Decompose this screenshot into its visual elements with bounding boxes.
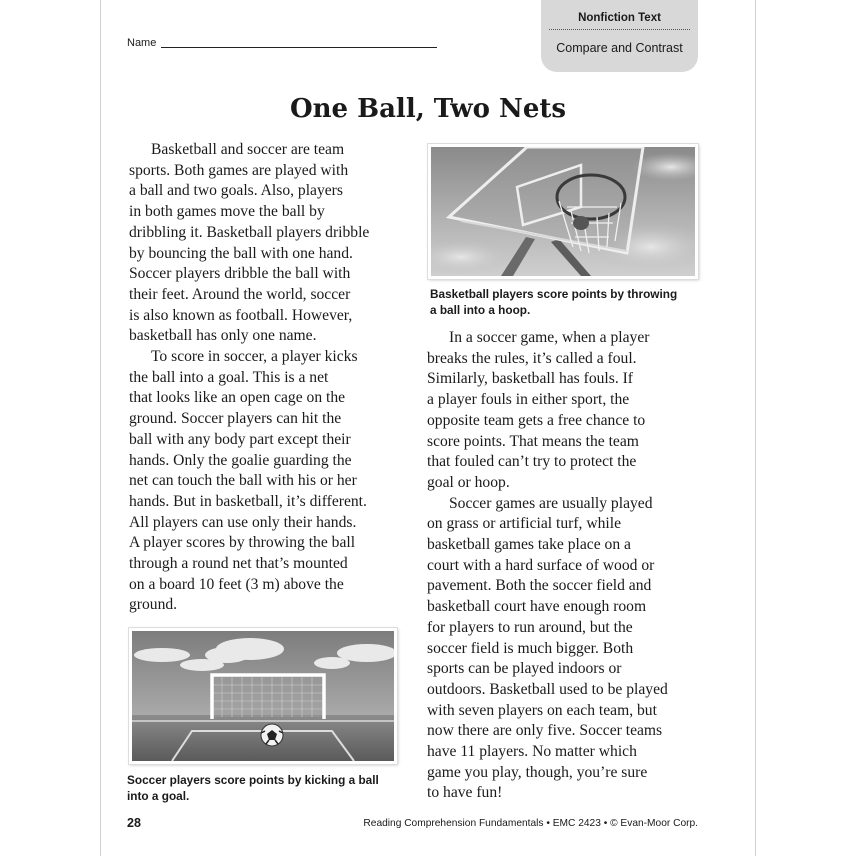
text-line: sports can be played indoors or (427, 660, 622, 678)
text-line: is also known as football. However, (129, 306, 353, 324)
text-line: on a board 10 feet (3 m) above the (129, 575, 344, 593)
text-line: soccer field is much bigger. Both (427, 639, 634, 657)
text-line: now there are only five. Soccer teams (427, 722, 663, 740)
right-text-column (427, 328, 702, 804)
text-line: pavement. Both the soccer field and (427, 577, 652, 595)
text-line: hands. Only the goalie guarding the (129, 451, 352, 469)
name-write-line[interactable] (161, 47, 437, 48)
text-line: a ball and two goals. Also, players (129, 182, 343, 200)
text-line: for players to run around, but the (427, 618, 633, 636)
tab-subtitle: Compare and Contrast (556, 41, 683, 55)
text-line: sports. Both games are played with (129, 161, 349, 179)
footer-credit: Reading Comprehension Fundamentals • EMC 2423 • © Evan-Moor Corp. (363, 818, 698, 829)
text-line: dribbling it. Basketball players dribble (129, 223, 370, 241)
text-line: Similarly, basketball has fouls. If (427, 370, 634, 388)
text-line: their feet. Around the world, soccer (129, 285, 351, 303)
text-line: Basketball and soccer are team (151, 141, 345, 158)
text-line: that looks like an open cage on the (129, 389, 346, 407)
text-line: in both games move the ball by (129, 203, 325, 221)
page-title: One Ball, Two Nets (289, 94, 567, 124)
text-line: ground. Soccer players can hit the (129, 410, 342, 428)
text-line: ball with any body part except their (129, 430, 351, 448)
section-tab (541, 0, 698, 72)
tab-title: Nonfiction Text (578, 12, 661, 24)
text-line: outdoors. Basketball used to be played (427, 680, 668, 698)
basketball-photo-caption (430, 287, 705, 318)
text-line: score points. That means the team (427, 432, 639, 450)
text-line: All players can use only their hands. (129, 513, 357, 531)
text-line: that fouled can’t try to protect the (427, 453, 637, 471)
caption-line: Soccer players score points by kicking a ball (127, 773, 379, 787)
text-line: to have fun! (427, 784, 503, 802)
text-line: Soccer games are usually played (449, 494, 653, 512)
caption-line: a ball into a hoop. (430, 302, 531, 317)
text-line: have 11 players. No matter which (427, 743, 637, 761)
text-line: game you play, though, you’re sure (427, 763, 648, 781)
text-line: Soccer players dribble the ball with (129, 265, 351, 283)
text-line: In a soccer game, when a player (449, 329, 650, 346)
text-line: breaks the rules, it’s called a foul. (427, 349, 637, 367)
text-line: basketball games take place on a (427, 536, 631, 554)
text-line: through a round net that’s mounted (129, 555, 348, 573)
text-line: goal or hoop. (427, 473, 510, 491)
text-line: by bouncing the ball with one hand. (129, 244, 353, 262)
soccer-photo-caption (127, 773, 407, 804)
page-number: 28 (127, 816, 141, 830)
text-line: net can touch the ball with his or her (129, 472, 357, 490)
text-line: To score in soccer, a player kicks (151, 348, 358, 366)
text-line: court with a hard surface of wood or (427, 556, 655, 574)
text-line: A player scores by throwing the ball (129, 534, 356, 552)
caption-line: Basketball players score points by throwing (430, 287, 678, 301)
text-line: with seven players on each team, but (427, 701, 657, 719)
left-text-column (129, 140, 404, 616)
tab-divider (549, 29, 690, 30)
basketball-hoop-illustration (431, 147, 695, 276)
text-line: opposite team gets a free chance to (427, 411, 646, 429)
basketball-hoop-photo (428, 144, 698, 279)
text-line: ground. (129, 596, 178, 614)
text-line: hands. But in basketball, it’s different. (129, 492, 367, 510)
name-label: Name (127, 37, 157, 49)
text-line: basketball court have enough room (427, 598, 647, 616)
text-line: basketball has only one name. (129, 327, 317, 345)
text-line: on grass or artificial turf, while (427, 515, 621, 533)
text-line: a player fouls in either sport, the (427, 391, 630, 409)
caption-line: into a goal. (127, 788, 190, 803)
soccer-goal-photo (129, 628, 397, 764)
text-line: the ball into a goal. This is a net (129, 368, 329, 386)
soccer-goal-illustration (132, 631, 394, 761)
